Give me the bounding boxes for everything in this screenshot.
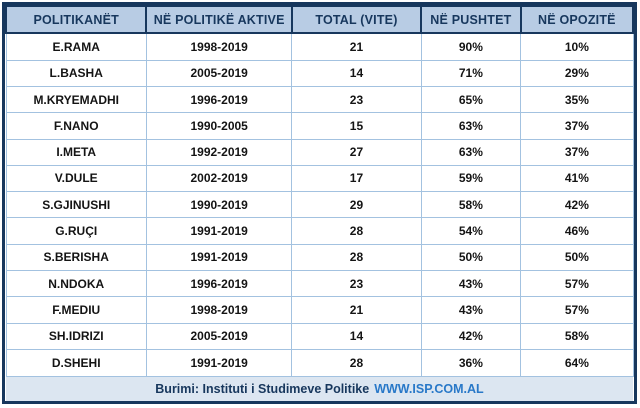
cell-total-years: 14	[292, 323, 421, 349]
cell-politician: I.META	[6, 139, 146, 165]
col-header-ne-politike-aktive: NË POLITIKË AKTIVE	[146, 6, 291, 33]
source-label: Burimi: Instituti i Studimeve Politike	[155, 381, 370, 396]
cell-active-years: 1990-2005	[146, 113, 291, 139]
cell-in-opposition: 35%	[521, 86, 633, 112]
col-header-ne-opozite: NË OPOZITË	[521, 6, 633, 33]
cell-in-opposition: 37%	[521, 113, 633, 139]
cell-total-years: 29	[292, 192, 421, 218]
cell-total-years: 17	[292, 165, 421, 191]
cell-total-years: 14	[292, 60, 421, 86]
table-row	[6, 323, 633, 349]
cell-in-power: 54%	[421, 218, 521, 244]
cell-total-years: 28	[292, 218, 421, 244]
table-row	[6, 86, 633, 112]
table-row	[6, 139, 633, 165]
col-header-politikanet: POLITIKANËT	[6, 6, 146, 33]
cell-active-years: 1992-2019	[146, 139, 291, 165]
source-cell	[6, 376, 633, 401]
cell-in-power: 58%	[421, 192, 521, 218]
cell-total-years: 15	[292, 113, 421, 139]
isp-link[interactable]: WWW.ISP.COM.AL	[374, 381, 484, 396]
cell-active-years: 2005-2019	[146, 323, 291, 349]
cell-active-years: 1991-2019	[146, 244, 291, 270]
table-body	[6, 33, 633, 376]
cell-in-power: 50%	[421, 244, 521, 270]
table-row	[6, 244, 633, 270]
cell-politician: N.NDOKA	[6, 271, 146, 297]
table-row	[6, 113, 633, 139]
cell-total-years: 23	[292, 271, 421, 297]
cell-in-opposition: 57%	[521, 271, 633, 297]
cell-in-opposition: 58%	[521, 323, 633, 349]
cell-in-opposition: 29%	[521, 60, 633, 86]
cell-in-opposition: 50%	[521, 244, 633, 270]
col-header-total-vite: TOTAL (VITE)	[292, 6, 421, 33]
cell-politician: G.RUÇI	[6, 218, 146, 244]
cell-active-years: 1998-2019	[146, 33, 291, 60]
cell-in-opposition: 46%	[521, 218, 633, 244]
cell-politician: F.MEDIU	[6, 297, 146, 323]
cell-active-years: 1998-2019	[146, 297, 291, 323]
cell-in-power: 43%	[421, 271, 521, 297]
cell-active-years: 2002-2019	[146, 165, 291, 191]
cell-politician: V.DULE	[6, 165, 146, 191]
table-row	[6, 60, 633, 86]
cell-politician: SH.IDRIZI	[6, 323, 146, 349]
cell-in-opposition: 41%	[521, 165, 633, 191]
table-row	[6, 33, 633, 60]
politicians-table	[5, 5, 634, 401]
cell-in-opposition: 57%	[521, 297, 633, 323]
cell-total-years: 28	[292, 244, 421, 270]
cell-in-opposition: 10%	[521, 33, 633, 60]
table-row	[6, 297, 633, 323]
cell-in-power: 63%	[421, 139, 521, 165]
cell-in-power: 59%	[421, 165, 521, 191]
col-header-ne-pushtet: NË PUSHTET	[421, 6, 521, 33]
cell-politician: S.BERISHA	[6, 244, 146, 270]
cell-politician: D.SHEHI	[6, 350, 146, 376]
cell-in-power: 63%	[421, 113, 521, 139]
cell-total-years: 21	[292, 297, 421, 323]
politicians-table-frame	[2, 2, 637, 404]
cell-active-years: 1991-2019	[146, 218, 291, 244]
cell-in-opposition: 42%	[521, 192, 633, 218]
cell-in-power: 65%	[421, 86, 521, 112]
cell-in-power: 43%	[421, 297, 521, 323]
cell-total-years: 23	[292, 86, 421, 112]
cell-in-opposition: 64%	[521, 350, 633, 376]
cell-in-power: 71%	[421, 60, 521, 86]
cell-active-years: 1990-2019	[146, 192, 291, 218]
cell-politician: L.BASHA	[6, 60, 146, 86]
cell-active-years: 1991-2019	[146, 350, 291, 376]
table-row	[6, 192, 633, 218]
cell-total-years: 27	[292, 139, 421, 165]
cell-politician: S.GJINUSHI	[6, 192, 146, 218]
cell-politician: M.KRYEMADHI	[6, 86, 146, 112]
footer-row	[6, 376, 633, 401]
cell-in-power: 36%	[421, 350, 521, 376]
cell-politician: E.RAMA	[6, 33, 146, 60]
table-row	[6, 271, 633, 297]
cell-in-power: 90%	[421, 33, 521, 60]
cell-active-years: 2005-2019	[146, 60, 291, 86]
cell-active-years: 1996-2019	[146, 271, 291, 297]
table-row	[6, 350, 633, 376]
cell-in-power: 42%	[421, 323, 521, 349]
cell-in-opposition: 37%	[521, 139, 633, 165]
cell-active-years: 1996-2019	[146, 86, 291, 112]
header-row	[6, 6, 633, 33]
table-row	[6, 218, 633, 244]
table-row	[6, 165, 633, 191]
cell-total-years: 28	[292, 350, 421, 376]
cell-politician: F.NANO	[6, 113, 146, 139]
cell-total-years: 21	[292, 33, 421, 60]
